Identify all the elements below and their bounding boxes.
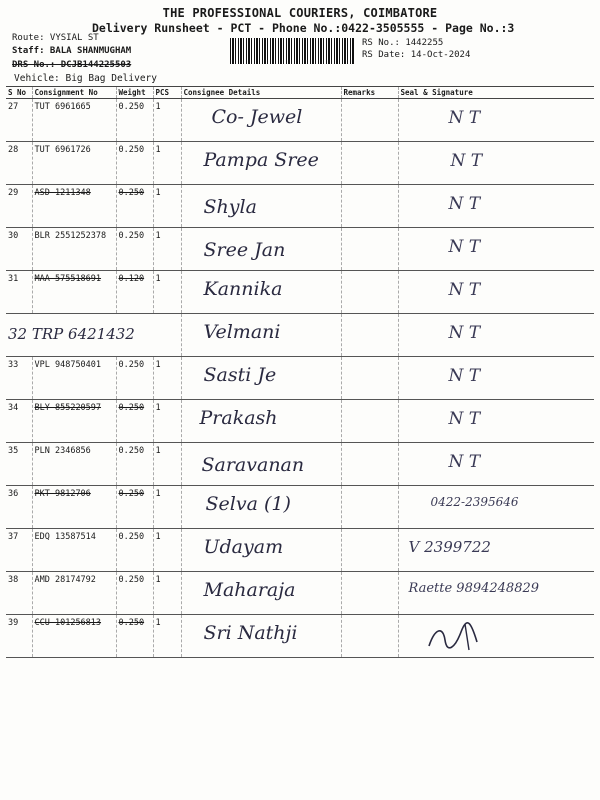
cell-consignment: ASD 1211348 xyxy=(32,185,116,228)
cell-consignment: CCU 101256813 xyxy=(32,615,116,658)
table-row xyxy=(6,185,594,228)
signature-handwriting: N T xyxy=(448,194,481,214)
cell-consignee xyxy=(181,486,341,529)
signature-handwriting: V 2399722 xyxy=(408,538,491,556)
cell-pcs: 1 xyxy=(153,529,181,572)
cell-consignment: MAA 575518691 xyxy=(32,271,116,314)
cell-consignee xyxy=(181,271,341,314)
cell-remarks xyxy=(341,400,398,443)
cell-pcs: 1 xyxy=(153,486,181,529)
cell-weight: 0.250 xyxy=(116,185,153,228)
signature-handwriting: N T xyxy=(448,237,481,257)
cell-signature xyxy=(398,443,594,486)
cell-signature xyxy=(398,572,594,615)
cell-consignee xyxy=(181,443,341,486)
cell-weight: 0.250 xyxy=(116,443,153,486)
runsheet-subtitle: Delivery Runsheet - PCT - Phone No.:0422-3505555 - Page No.:3 xyxy=(92,21,515,35)
cell-consignment: TUT 6961665 xyxy=(32,99,116,142)
cell-consignee xyxy=(181,142,341,185)
table-row xyxy=(6,400,594,443)
signature-handwriting: N T xyxy=(448,108,481,128)
table-row xyxy=(6,357,594,400)
cell-consignment: PKT 9812706 xyxy=(32,486,116,529)
consignee-handwriting: Selva (1) xyxy=(205,493,291,515)
cell-sno: 34 xyxy=(6,400,32,443)
cell-remarks xyxy=(341,486,398,529)
rs-date: RS Date: 14-Oct-2024 xyxy=(362,50,471,60)
col-weight: Weight xyxy=(116,87,153,99)
cell-signature xyxy=(398,314,594,357)
cell-sno: 31 xyxy=(6,271,32,314)
cell-consignee xyxy=(181,228,341,271)
cell-remarks xyxy=(341,314,398,357)
cell-remarks xyxy=(341,228,398,271)
col-sno: S No xyxy=(6,87,32,99)
cell-handwritten-consignment xyxy=(6,314,181,357)
cell-sno: 36 xyxy=(6,486,32,529)
handwritten-consignment: 32 TRP 6421432 xyxy=(8,325,135,343)
cell-sno: 33 xyxy=(6,357,32,400)
cell-weight: 0.250 xyxy=(116,99,153,142)
cell-consignee xyxy=(181,572,341,615)
cell-pcs: 1 xyxy=(153,572,181,615)
consignee-handwriting: Kannika xyxy=(203,278,283,300)
cell-remarks xyxy=(341,529,398,572)
cell-pcs: 1 xyxy=(153,615,181,658)
drs-label: DRS No.: DCJB144225503 xyxy=(12,60,132,70)
table-row xyxy=(6,572,594,615)
cell-signature xyxy=(398,271,594,314)
table-row xyxy=(6,443,594,486)
cell-consignment: BLR 2551252378 xyxy=(32,228,116,271)
cell-weight: 0.250 xyxy=(116,142,153,185)
cell-weight: 0.250 xyxy=(116,572,153,615)
cell-consignee xyxy=(181,615,341,658)
cell-consignee xyxy=(181,529,341,572)
col-remarks: Remarks xyxy=(341,87,398,99)
cell-consignee xyxy=(181,99,341,142)
cell-remarks xyxy=(341,99,398,142)
cell-sno: 39 xyxy=(6,615,32,658)
cell-signature xyxy=(398,185,594,228)
cell-consignee xyxy=(181,314,341,357)
table-row xyxy=(6,615,594,658)
cell-pcs: 1 xyxy=(153,185,181,228)
cell-signature xyxy=(398,400,594,443)
cell-remarks xyxy=(341,185,398,228)
consignee-handwriting: Pampa Sree xyxy=(203,149,319,171)
barcode xyxy=(230,38,354,64)
col-consignee: Consignee Details xyxy=(181,87,341,99)
cell-signature xyxy=(398,357,594,400)
cell-remarks xyxy=(341,357,398,400)
cell-remarks xyxy=(341,443,398,486)
route-label: Route: VYSIAL ST xyxy=(12,33,99,43)
staff-label: Staff: BALA SHANMUGHAM xyxy=(12,46,132,56)
cell-pcs: 1 xyxy=(153,271,181,314)
vehicle-label: Vehicle: Big Bag Delivery xyxy=(14,73,157,84)
cell-pcs: 1 xyxy=(153,357,181,400)
consignee-handwriting: Velmani xyxy=(203,321,281,343)
cell-remarks xyxy=(341,271,398,314)
cell-consignment: VPL 948750401 xyxy=(32,357,116,400)
table-header-row xyxy=(6,87,594,99)
cell-consignee xyxy=(181,357,341,400)
cell-consignment: AMD 28174792 xyxy=(32,572,116,615)
table-row xyxy=(6,99,594,142)
cell-consignment: PLN 2346856 xyxy=(32,443,116,486)
cell-signature xyxy=(398,615,594,658)
consignee-handwriting: Sree Jan xyxy=(203,239,286,261)
signature-handwriting: N T xyxy=(448,323,481,343)
cell-sno: 29 xyxy=(6,185,32,228)
col-consignment: Consignment No xyxy=(32,87,116,99)
cell-consignee xyxy=(181,185,341,228)
consignee-handwriting: Co- Jewel xyxy=(211,106,303,128)
cell-pcs: 1 xyxy=(153,142,181,185)
cell-consignment: EDQ 13587514 xyxy=(32,529,116,572)
cell-pcs: 1 xyxy=(153,400,181,443)
cell-sno: 28 xyxy=(6,142,32,185)
cell-weight: 0.120 xyxy=(116,271,153,314)
cell-remarks xyxy=(341,572,398,615)
cell-consignee xyxy=(181,400,341,443)
signature-handwriting: N T xyxy=(448,280,481,300)
cell-weight: 0.250 xyxy=(116,228,153,271)
cell-weight: 0.250 xyxy=(116,400,153,443)
signature-scribble xyxy=(425,618,485,654)
col-pcs: PCS xyxy=(153,87,181,99)
table-row xyxy=(6,142,594,185)
cell-signature xyxy=(398,99,594,142)
table-row xyxy=(6,228,594,271)
cell-weight: 0.250 xyxy=(116,486,153,529)
cell-remarks xyxy=(341,615,398,658)
table-row xyxy=(6,314,594,357)
cell-sno: 37 xyxy=(6,529,32,572)
cell-sno: 38 xyxy=(6,572,32,615)
cell-pcs: 1 xyxy=(153,228,181,271)
cell-consignment: BLY 855220597 xyxy=(32,400,116,443)
cell-consignment: TUT 6961726 xyxy=(32,142,116,185)
runsheet-table xyxy=(6,86,594,658)
cell-signature xyxy=(398,228,594,271)
cell-signature xyxy=(398,529,594,572)
consignee-handwriting: Prakash xyxy=(199,407,278,429)
consignee-handwriting: Maharaja xyxy=(203,579,296,601)
cell-signature xyxy=(398,142,594,185)
signature-handwriting: 0422-2395646 xyxy=(430,495,519,509)
signature-handwriting: N T xyxy=(448,366,481,386)
consignee-handwriting: Udayam xyxy=(203,536,284,558)
signature-handwriting: Raette 9894248829 xyxy=(408,581,540,596)
consignee-handwriting: Saravanan xyxy=(201,454,305,476)
cell-weight: 0.250 xyxy=(116,529,153,572)
consignee-handwriting: Sasti Je xyxy=(203,364,277,386)
cell-sno: 27 xyxy=(6,99,32,142)
col-signature: Seal & Signature xyxy=(398,87,594,99)
consignee-handwriting: Shyla xyxy=(203,196,257,218)
signature-handwriting: N T xyxy=(448,409,481,429)
table-row xyxy=(6,486,594,529)
cell-signature xyxy=(398,486,594,529)
cell-sno: 30 xyxy=(6,228,32,271)
table-row xyxy=(6,529,594,572)
cell-remarks xyxy=(341,142,398,185)
cell-weight: 0.250 xyxy=(116,357,153,400)
runsheet-title: THE PROFESSIONAL COURIERS, COIMBATORE xyxy=(162,6,438,20)
table-row xyxy=(6,271,594,314)
consignee-handwriting: Sri Nathji xyxy=(203,622,298,644)
cell-pcs: 1 xyxy=(153,443,181,486)
cell-weight: 0.250 xyxy=(116,615,153,658)
signature-handwriting: N T xyxy=(450,151,483,171)
cell-sno: 35 xyxy=(6,443,32,486)
rs-number: RS No.: 1442255 xyxy=(362,38,444,48)
signature-handwriting: N T xyxy=(448,452,481,472)
cell-pcs: 1 xyxy=(153,99,181,142)
